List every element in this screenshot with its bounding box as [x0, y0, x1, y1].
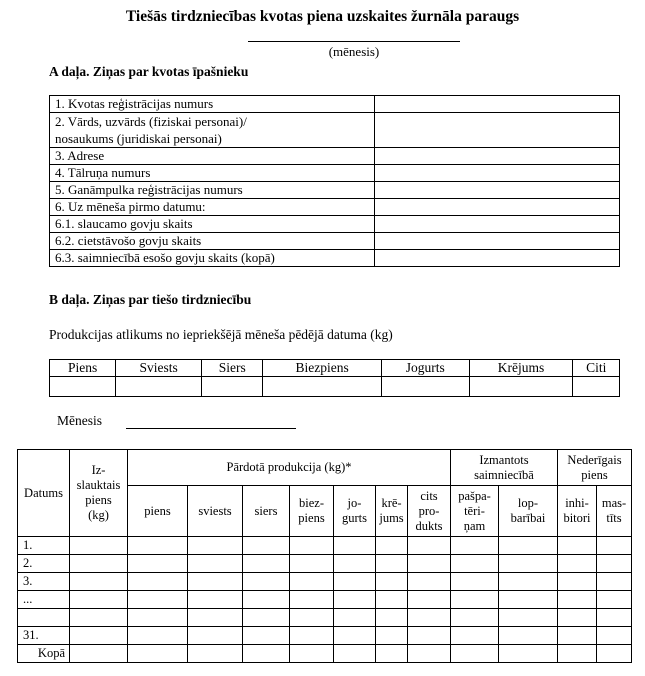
journal-cell[interactable] [243, 627, 290, 645]
balance-col-sviests: Sviests [116, 360, 202, 377]
owner-row-label: 6.1. slaucamo govju skaits [50, 216, 375, 233]
journal-cell[interactable] [70, 555, 128, 573]
table-row [18, 573, 632, 591]
journal-cell[interactable] [451, 645, 499, 663]
journal-cell[interactable] [128, 555, 188, 573]
sub-mast: mas- tīts [597, 486, 632, 537]
journal-cell[interactable] [188, 537, 243, 555]
owner-row-label: 6.2. cietstāvošo govju skaits [50, 233, 375, 250]
sub-jogurts: jo- gurts [334, 486, 376, 537]
journal-cell[interactable] [334, 645, 376, 663]
journal-cell[interactable] [558, 555, 597, 573]
col-date-header: Datums [18, 450, 70, 537]
journal-cell[interactable] [290, 645, 334, 663]
table-row [50, 233, 620, 250]
journal-cell[interactable] [188, 609, 243, 627]
table-row [18, 537, 632, 555]
journal-cell[interactable] [290, 609, 334, 627]
journal-cell[interactable] [188, 627, 243, 645]
journal-cell[interactable] [451, 537, 499, 555]
journal-cell[interactable] [558, 627, 597, 645]
journal-cell[interactable] [290, 555, 334, 573]
journal-cell[interactable] [188, 645, 243, 663]
month-blank-line [248, 41, 460, 42]
owner-row-label: 1. Kvotas reģistrācijas numurs [50, 96, 375, 113]
balance-cell[interactable] [469, 377, 573, 397]
table-row [50, 199, 620, 216]
journal-cell[interactable] [408, 555, 451, 573]
journal-cell[interactable] [243, 537, 290, 555]
journal-cell[interactable] [128, 609, 188, 627]
table-row [50, 216, 620, 233]
sub-pasp: pašpa- tēri- ņam [451, 486, 499, 537]
journal-cell[interactable] [499, 573, 558, 591]
sub-siers: siers [243, 486, 290, 537]
journal-cell[interactable] [70, 537, 128, 555]
journal-cell[interactable] [597, 609, 632, 627]
journal-cell[interactable] [558, 645, 597, 663]
journal-table [17, 449, 632, 663]
journal-cell[interactable] [408, 591, 451, 609]
owner-value-cell[interactable] [375, 165, 620, 182]
row-date-label [18, 609, 70, 627]
journal-cell[interactable] [376, 573, 408, 591]
journal-cell[interactable] [451, 591, 499, 609]
journal-cell[interactable] [597, 537, 632, 555]
balance-col-krejums: Krējums [469, 360, 573, 377]
owner-row-label: 4. Tālruņa numurs [50, 165, 375, 182]
balance-label: Produkcijas atlikums no iepriekšējā mēneša pēdējā datuma (kg) [49, 327, 393, 342]
journal-cell[interactable] [451, 555, 499, 573]
balance-table [49, 359, 620, 397]
journal-cell[interactable] [376, 537, 408, 555]
journal-cell[interactable] [243, 591, 290, 609]
journal-cell[interactable] [451, 627, 499, 645]
journal-cell[interactable] [188, 573, 243, 591]
sub-inhi: inhi- bitori [558, 486, 597, 537]
col-milked-header: Iz- slauktais piens (kg) [70, 450, 128, 537]
balance-col-piens: Piens [50, 360, 116, 377]
journal-cell[interactable] [188, 555, 243, 573]
table-row [18, 627, 632, 645]
owner-value-cell[interactable] [375, 182, 620, 199]
month-label: Mēnesis [57, 413, 102, 428]
journal-cell[interactable] [188, 591, 243, 609]
sub-biezpiens: biez- piens [290, 486, 334, 537]
table-row [50, 113, 620, 148]
journal-cell[interactable] [290, 627, 334, 645]
table-row [50, 250, 620, 267]
journal-cell[interactable] [558, 573, 597, 591]
journal-cell[interactable] [451, 609, 499, 627]
journal-cell[interactable] [408, 537, 451, 555]
journal-cell[interactable] [70, 627, 128, 645]
owner-row-label: 6.3. saimniecībā esošo govju skaits (kopā) [50, 250, 375, 267]
balance-col-biezpiens: Biezpiens [263, 360, 382, 377]
journal-cell[interactable] [334, 573, 376, 591]
month-input-line[interactable] [126, 428, 296, 429]
journal-cell[interactable] [334, 591, 376, 609]
journal-cell[interactable] [499, 645, 558, 663]
journal-cell[interactable] [128, 627, 188, 645]
col-used-header: Izmantots saimniecībā [451, 450, 558, 486]
journal-cell[interactable] [128, 573, 188, 591]
owner-value-cell[interactable] [375, 199, 620, 216]
journal-cell[interactable] [290, 537, 334, 555]
journal-cell[interactable] [499, 591, 558, 609]
row-date-label: 2. [18, 555, 70, 573]
journal-cell[interactable] [70, 645, 128, 663]
sub-lop: lop- barībai [499, 486, 558, 537]
sub-sviests: sviests [188, 486, 243, 537]
balance-cell[interactable] [116, 377, 202, 397]
sub-cits: cits pro- dukts [408, 486, 451, 537]
balance-cell[interactable] [202, 377, 263, 397]
balance-col-jogurts: Jogurts [382, 360, 470, 377]
journal-cell[interactable] [558, 537, 597, 555]
owner-value-cell[interactable] [375, 233, 620, 250]
owner-row-label: 6. Uz mēneša pirmo datumu: [50, 199, 375, 216]
balance-col-siers: Siers [202, 360, 263, 377]
row-date-label: 3. [18, 573, 70, 591]
owner-value-cell[interactable] [375, 216, 620, 233]
journal-cell[interactable] [334, 555, 376, 573]
owner-value-cell[interactable] [375, 96, 620, 113]
journal-cell[interactable] [334, 627, 376, 645]
balance-col-citi: Citi [573, 360, 620, 377]
table-row [18, 645, 632, 663]
journal-cell[interactable] [499, 555, 558, 573]
row-date-label: 1. [18, 537, 70, 555]
row-date-label: 31. [18, 627, 70, 645]
owner-value-cell[interactable] [375, 148, 620, 165]
row-date-label: Kopā [18, 645, 70, 663]
journal-cell[interactable] [558, 591, 597, 609]
table-row [50, 96, 620, 113]
owner-info-table [49, 95, 620, 267]
owner-row-label: 2. Vārds, uzvārds (fiziskai personai)/ nosaukums (juridiskai personai) [50, 113, 375, 148]
col-sold-header: Pārdotā produkcija (kg)* [128, 450, 451, 486]
table-row [18, 609, 632, 627]
journal-cell[interactable] [376, 627, 408, 645]
journal-cell[interactable] [243, 573, 290, 591]
journal-cell[interactable] [70, 609, 128, 627]
journal-cell[interactable] [376, 591, 408, 609]
journal-cell[interactable] [408, 573, 451, 591]
journal-cell[interactable] [128, 537, 188, 555]
owner-row-label: 5. Ganāmpulka reģistrācijas numurs [50, 182, 375, 199]
month-caption: (mēnesis) [328, 44, 380, 59]
table-row [18, 450, 632, 486]
journal-cell[interactable] [334, 537, 376, 555]
table-row [18, 555, 632, 573]
journal-cell[interactable] [558, 609, 597, 627]
owner-value-cell[interactable] [375, 113, 620, 148]
journal-cell[interactable] [597, 645, 632, 663]
section-a-heading: A daļa. Ziņas par kvotas īpašnieku [49, 64, 249, 79]
journal-cell[interactable] [290, 573, 334, 591]
journal-cell[interactable] [451, 573, 499, 591]
owner-row-label: 3. Adrese [50, 148, 375, 165]
journal-cell[interactable] [128, 645, 188, 663]
page-title: Tiešās tirdzniecības kvotas piena uzskaites žurnāla paraugs [125, 8, 520, 25]
journal-cell[interactable] [408, 627, 451, 645]
journal-cell[interactable] [597, 573, 632, 591]
journal-cell[interactable] [376, 645, 408, 663]
sub-piens: piens [128, 486, 188, 537]
journal-cell[interactable] [499, 627, 558, 645]
owner-value-cell[interactable] [375, 250, 620, 267]
journal-cell[interactable] [334, 609, 376, 627]
balance-cell[interactable] [382, 377, 470, 397]
journal-cell[interactable] [499, 609, 558, 627]
journal-cell[interactable] [499, 537, 558, 555]
journal-cell[interactable] [597, 627, 632, 645]
balance-cell[interactable] [573, 377, 620, 397]
journal-cell[interactable] [408, 609, 451, 627]
journal-cell[interactable] [290, 591, 334, 609]
journal-cell[interactable] [376, 609, 408, 627]
balance-cell[interactable] [263, 377, 382, 397]
table-row [50, 377, 620, 397]
row-date-label: ... [18, 591, 70, 609]
section-b-heading: B daļa. Ziņas par tiešo tirdzniecību [49, 292, 252, 307]
table-row [50, 165, 620, 182]
journal-cell[interactable] [243, 645, 290, 663]
table-row [50, 148, 620, 165]
journal-cell[interactable] [243, 609, 290, 627]
journal-cell[interactable] [70, 591, 128, 609]
journal-cell[interactable] [70, 573, 128, 591]
journal-cell[interactable] [408, 645, 451, 663]
table-row [50, 182, 620, 199]
sub-krejums: krē- jums [376, 486, 408, 537]
journal-cell[interactable] [128, 591, 188, 609]
table-row [50, 360, 620, 377]
journal-cell[interactable] [243, 555, 290, 573]
col-unusable-header: Nederīgais piens [558, 450, 632, 486]
journal-cell[interactable] [597, 555, 632, 573]
balance-cell[interactable] [50, 377, 116, 397]
journal-cell[interactable] [376, 555, 408, 573]
journal-cell[interactable] [597, 591, 632, 609]
table-row [18, 591, 632, 609]
